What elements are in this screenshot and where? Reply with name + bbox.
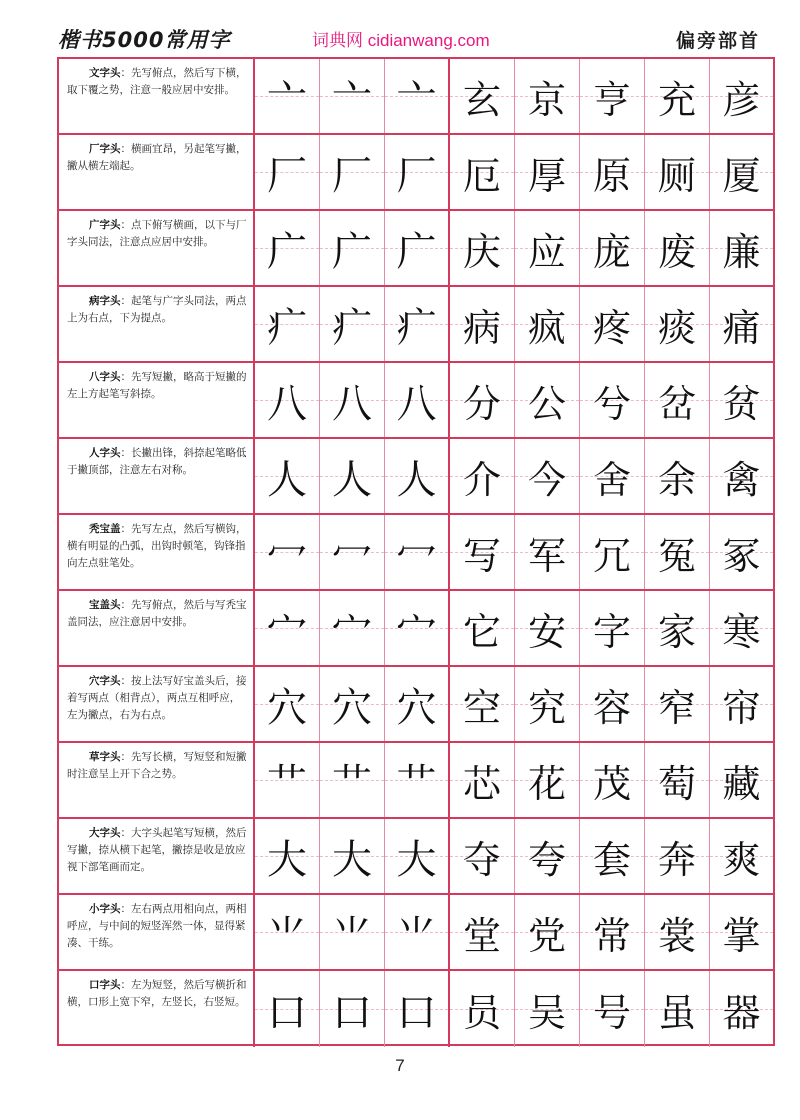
radical-practice-cell <box>255 743 320 817</box>
radical-name-colon: ： <box>120 523 131 535</box>
example-character-cell <box>580 363 645 437</box>
practice-grid <box>57 57 775 1046</box>
example-character-cell <box>580 819 645 893</box>
example-character-cell <box>645 59 710 133</box>
example-glyph: 厕 <box>657 153 696 198</box>
radical-description <box>59 135 255 209</box>
radical-practice-cell <box>255 591 320 665</box>
example-character-cell <box>450 363 515 437</box>
radical-row <box>59 135 773 211</box>
example-glyph: 庆 <box>462 229 501 274</box>
example-glyph: 吴 <box>527 990 566 1035</box>
radical-practice-cell <box>255 895 320 969</box>
radical-practice-cell <box>385 515 450 589</box>
example-glyph: 疯 <box>527 305 566 350</box>
example-glyph: 常 <box>592 913 631 958</box>
radical-glyph: 艹 <box>267 760 307 807</box>
example-character-cell <box>580 591 645 665</box>
radical-name: 秃宝盖 <box>89 523 121 535</box>
example-glyph: 痛 <box>722 305 761 350</box>
example-character-cell <box>450 743 515 817</box>
radical-practice-cell <box>255 211 320 285</box>
radical-glyph: 穴 <box>267 684 307 731</box>
example-glyph: 废 <box>657 229 696 274</box>
radical-practice-cell <box>385 971 450 1047</box>
example-character-cell <box>515 287 580 361</box>
radical-name: 人字头 <box>89 447 121 459</box>
example-character-cell <box>580 287 645 361</box>
example-character-cell <box>645 895 710 969</box>
example-character-cell <box>645 211 710 285</box>
radical-glyph: ⺌ <box>396 912 437 959</box>
example-character-cell <box>450 971 515 1047</box>
example-character-cell <box>515 743 580 817</box>
radical-name: 宝盖头 <box>89 599 121 611</box>
radical-glyph: ⺌ <box>332 912 372 959</box>
radical-instructions: 先写左点，然后写横钩，横有明显的凸弧，出钩时顿笔，钩锋指向左点驻笔处。 <box>67 523 247 569</box>
example-character-cell <box>450 591 515 665</box>
example-glyph: 空 <box>462 685 501 730</box>
example-character-cell <box>515 819 580 893</box>
radical-row <box>59 211 773 287</box>
example-glyph: 厚 <box>527 153 566 198</box>
example-glyph: 应 <box>527 229 566 274</box>
radical-glyph: 穴 <box>332 684 372 731</box>
example-character-cell <box>710 363 773 437</box>
example-character-cell <box>645 135 710 209</box>
example-character-cell <box>515 895 580 969</box>
example-glyph: 究 <box>527 685 566 730</box>
radical-glyph: ⺌ <box>267 912 307 959</box>
radical-practice-cell <box>320 743 385 817</box>
example-glyph: 玄 <box>462 77 501 122</box>
page-number: 7 <box>395 1056 405 1075</box>
example-glyph: 原 <box>592 153 631 198</box>
radical-row <box>59 895 773 971</box>
radical-practice-cell <box>320 439 385 513</box>
example-glyph: 舍 <box>592 457 631 502</box>
radical-description <box>59 59 255 133</box>
radical-glyph: 疒 <box>396 304 437 351</box>
radical-instructions: 点下俯写横画，以下与厂字头同法，注意点应居中安排。 <box>67 219 247 248</box>
radical-practice-cell <box>320 819 385 893</box>
radical-glyph: 口 <box>396 989 437 1036</box>
example-character-cell <box>645 819 710 893</box>
radical-glyph: 艹 <box>332 760 372 807</box>
radical-practice-cell <box>255 135 320 209</box>
radical-row <box>59 515 773 591</box>
example-glyph: 充 <box>657 77 696 122</box>
radical-description <box>59 971 255 1047</box>
example-glyph: 党 <box>527 913 566 958</box>
example-character-cell <box>450 515 515 589</box>
example-glyph: 安 <box>527 609 566 654</box>
radical-glyph: 人 <box>267 456 307 503</box>
radical-instructions: 先写短撇，略高于短撇的左上方起笔写斜捺。 <box>67 371 247 400</box>
radical-practice-cell <box>320 515 385 589</box>
radical-glyph: 八 <box>332 380 372 427</box>
example-character-cell <box>450 59 515 133</box>
example-glyph: 亨 <box>592 77 631 122</box>
example-character-cell <box>710 743 773 817</box>
example-glyph: 套 <box>592 837 631 882</box>
example-glyph: 廉 <box>722 229 761 274</box>
radical-row <box>59 743 773 819</box>
radical-practice-cell <box>320 895 385 969</box>
example-glyph: 茂 <box>592 761 631 806</box>
radical-glyph: 厂 <box>396 152 437 199</box>
page-header <box>0 0 800 56</box>
example-character-cell <box>450 819 515 893</box>
example-character-cell <box>450 439 515 513</box>
example-character-cell <box>515 971 580 1047</box>
radical-practice-cell <box>320 971 385 1047</box>
radical-name: 大字头 <box>89 827 121 839</box>
radical-row <box>59 363 773 439</box>
radical-row <box>59 439 773 515</box>
example-character-cell <box>645 363 710 437</box>
radical-glyph: 口 <box>332 989 372 1036</box>
example-glyph: 掌 <box>722 913 761 958</box>
example-character-cell <box>580 971 645 1047</box>
example-character-cell <box>580 667 645 741</box>
radical-row <box>59 819 773 895</box>
example-glyph: 芯 <box>462 761 501 806</box>
radical-description <box>59 439 255 513</box>
example-character-cell <box>580 211 645 285</box>
radical-instructions: 先写俯点，然后与写秃宝盖同法，应注意居中安排。 <box>67 599 247 628</box>
radical-practice-cell <box>320 287 385 361</box>
radical-glyph: 亠 <box>396 76 437 123</box>
example-glyph: 公 <box>527 381 566 426</box>
radical-practice-cell <box>385 135 450 209</box>
example-character-cell <box>515 591 580 665</box>
radical-practice-cell <box>320 591 385 665</box>
example-glyph: 厦 <box>722 153 761 198</box>
radical-description <box>59 287 255 361</box>
radical-description <box>59 743 255 817</box>
radical-glyph: 宀 <box>396 608 437 655</box>
radical-row <box>59 287 773 363</box>
radical-name: 小字头 <box>89 903 121 915</box>
example-glyph: 京 <box>527 77 566 122</box>
example-character-cell <box>580 439 645 513</box>
radical-glyph: 亠 <box>332 76 372 123</box>
radical-row <box>59 591 773 667</box>
radical-practice-cell <box>255 59 320 133</box>
radical-glyph: 广 <box>267 228 307 275</box>
example-glyph: 夺 <box>462 837 501 882</box>
example-character-cell <box>580 743 645 817</box>
radical-practice-cell <box>385 363 450 437</box>
example-glyph: 病 <box>462 305 501 350</box>
radical-practice-cell <box>255 667 320 741</box>
example-glyph: 员 <box>462 990 501 1035</box>
example-character-cell <box>710 515 773 589</box>
example-character-cell <box>710 59 773 133</box>
radical-glyph: 宀 <box>332 608 372 655</box>
example-character-cell <box>710 895 773 969</box>
example-glyph: 岔 <box>657 381 696 426</box>
radical-practice-cell <box>385 59 450 133</box>
radical-description <box>59 211 255 285</box>
radical-name: 广字头 <box>89 219 121 231</box>
radical-name-colon: ： <box>120 599 131 611</box>
radical-glyph: 冖 <box>396 532 437 579</box>
radical-practice-cell <box>320 211 385 285</box>
example-glyph: 疼 <box>592 305 631 350</box>
example-glyph: 贫 <box>722 381 761 426</box>
radical-practice-cell <box>255 971 320 1047</box>
example-glyph: 余 <box>657 457 696 502</box>
radical-name-colon: ： <box>120 979 131 991</box>
radical-instructions: 左右两点用相向点，两相呼应，与中间的短竖浑然一体，显得紧凑、干练。 <box>67 903 247 949</box>
radical-instructions: 大字头起笔写短横，然后写撇，捺从横下起笔，撇捺是收是放应视下部笔画而定。 <box>67 827 247 873</box>
radical-glyph: 亠 <box>267 76 307 123</box>
radical-name: 病字头 <box>89 295 121 307</box>
example-glyph: 帘 <box>722 685 761 730</box>
radical-instructions: 左为短竖，然后写横折和横，口形上宽下窄，左竖长，右竖短。 <box>67 979 247 1008</box>
radical-glyph: 人 <box>332 456 372 503</box>
section-title: 偏旁部首 <box>675 30 760 52</box>
radical-description <box>59 667 255 741</box>
example-glyph: 窄 <box>657 685 696 730</box>
example-glyph: 兮 <box>592 381 631 426</box>
example-glyph: 字 <box>592 609 631 654</box>
example-character-cell <box>580 895 645 969</box>
radical-glyph: 广 <box>396 228 437 275</box>
radical-glyph: 疒 <box>267 304 307 351</box>
example-glyph: 分 <box>462 381 501 426</box>
example-glyph: 器 <box>722 990 761 1035</box>
radical-glyph: 大 <box>332 836 372 883</box>
radical-name-colon: ： <box>120 219 131 231</box>
example-character-cell <box>515 515 580 589</box>
radical-description <box>59 363 255 437</box>
example-character-cell <box>450 287 515 361</box>
example-glyph: 奔 <box>657 837 696 882</box>
example-character-cell <box>710 667 773 741</box>
example-glyph: 彦 <box>722 77 761 122</box>
example-character-cell <box>580 59 645 133</box>
radical-glyph: 艹 <box>396 760 437 807</box>
example-glyph: 冗 <box>592 533 631 578</box>
radical-name: 厂字头 <box>89 143 121 155</box>
example-glyph: 痰 <box>657 305 696 350</box>
example-character-cell <box>580 135 645 209</box>
example-character-cell <box>645 591 710 665</box>
radical-practice-cell <box>255 819 320 893</box>
example-glyph: 冤 <box>657 533 696 578</box>
radical-instructions: 长撇出锋，斜捺起笔略低于撇顶部，注意左右对称。 <box>67 447 247 476</box>
example-character-cell <box>580 515 645 589</box>
radical-description <box>59 591 255 665</box>
example-glyph: 夸 <box>527 837 566 882</box>
example-glyph: 军 <box>527 533 566 578</box>
example-glyph: 禽 <box>722 457 761 502</box>
example-glyph: 今 <box>527 457 566 502</box>
radical-glyph: 冖 <box>332 532 372 579</box>
example-character-cell <box>710 439 773 513</box>
radical-description <box>59 515 255 589</box>
radical-instructions: 横画宜昂，另起笔写撇，撇从横左端起。 <box>67 143 247 172</box>
example-glyph: 容 <box>592 685 631 730</box>
example-character-cell <box>710 591 773 665</box>
radical-glyph: 冖 <box>267 532 307 579</box>
radical-name: 八字头 <box>89 371 121 383</box>
radical-name-colon: ： <box>120 371 131 383</box>
radical-name-colon: ： <box>120 751 131 763</box>
example-glyph: 裳 <box>657 913 696 958</box>
example-character-cell <box>450 135 515 209</box>
radical-practice-cell <box>320 667 385 741</box>
radical-name: 口字头 <box>89 979 121 991</box>
radical-glyph: 厂 <box>332 152 372 199</box>
example-glyph: 号 <box>592 990 631 1035</box>
example-glyph: 爽 <box>722 837 761 882</box>
radical-practice-cell <box>385 439 450 513</box>
radical-glyph: 穴 <box>396 684 437 731</box>
example-character-cell <box>645 439 710 513</box>
example-character-cell <box>515 59 580 133</box>
example-glyph: 花 <box>527 761 566 806</box>
example-character-cell <box>450 895 515 969</box>
radical-glyph: 宀 <box>267 608 307 655</box>
radical-practice-cell <box>255 287 320 361</box>
example-glyph: 厄 <box>462 153 501 198</box>
radical-glyph: 广 <box>332 228 372 275</box>
book-title: 楷书5000常用字 <box>58 28 231 52</box>
radical-instructions: 按上法写好宝盖头后，接着写两点（相背点），两点互相呼应，左为撇点，右为右点。 <box>67 675 247 721</box>
radical-name-colon: ： <box>120 67 131 79</box>
radical-glyph: 疒 <box>332 304 372 351</box>
radical-practice-cell <box>385 819 450 893</box>
example-glyph: 藏 <box>722 761 761 806</box>
radical-glyph: 口 <box>267 989 307 1036</box>
radical-practice-cell <box>385 667 450 741</box>
example-character-cell <box>515 211 580 285</box>
radical-name: 文字头 <box>89 67 121 79</box>
example-glyph: 冢 <box>722 533 761 578</box>
site-title: 词典网 cidianwang.com <box>312 31 490 50</box>
example-character-cell <box>710 971 773 1047</box>
example-glyph: 介 <box>462 457 501 502</box>
radical-glyph: 大 <box>396 836 437 883</box>
radical-practice-cell <box>385 895 450 969</box>
example-glyph: 堂 <box>462 913 501 958</box>
example-character-cell <box>515 439 580 513</box>
example-character-cell <box>710 287 773 361</box>
example-character-cell <box>450 667 515 741</box>
radical-glyph: 八 <box>396 380 437 427</box>
radical-row <box>59 59 773 135</box>
example-glyph: 虽 <box>657 990 696 1035</box>
radical-practice-cell <box>385 287 450 361</box>
radical-practice-cell <box>385 211 450 285</box>
radical-glyph: 八 <box>267 380 307 427</box>
example-glyph: 家 <box>657 609 696 654</box>
radical-description <box>59 819 255 893</box>
radical-name: 草字头 <box>89 751 121 763</box>
example-character-cell <box>645 743 710 817</box>
example-glyph: 写 <box>462 533 501 578</box>
radical-practice-cell <box>385 743 450 817</box>
example-character-cell <box>710 819 773 893</box>
radical-instructions: 先写长横，写短竖和短撇时注意呈上开下合之势。 <box>67 751 247 780</box>
example-character-cell <box>515 363 580 437</box>
radical-practice-cell <box>255 439 320 513</box>
radical-name-colon: ： <box>120 903 131 915</box>
radical-practice-cell <box>320 363 385 437</box>
example-character-cell <box>645 287 710 361</box>
example-glyph: 它 <box>462 609 501 654</box>
radical-glyph: 人 <box>396 456 437 503</box>
radical-practice-cell <box>385 591 450 665</box>
radical-row <box>59 667 773 743</box>
example-glyph: 寒 <box>722 609 761 654</box>
example-character-cell <box>645 515 710 589</box>
radical-glyph: 厂 <box>267 152 307 199</box>
radical-name-colon: ： <box>120 295 131 307</box>
radical-practice-cell <box>320 135 385 209</box>
radical-description <box>59 895 255 969</box>
radical-practice-cell <box>320 59 385 133</box>
radical-name-colon: ： <box>120 675 131 687</box>
example-character-cell <box>645 971 710 1047</box>
radical-name-colon: ： <box>120 827 131 839</box>
radical-name-colon: ： <box>120 143 131 155</box>
radical-name-colon: ： <box>120 447 131 459</box>
example-character-cell <box>515 135 580 209</box>
example-character-cell <box>710 135 773 209</box>
radical-instructions: 先写俯点，然后写下横，取下覆之势，注意一般应居中安排。 <box>67 67 247 96</box>
radical-practice-cell <box>255 363 320 437</box>
example-character-cell <box>450 211 515 285</box>
example-glyph: 庞 <box>592 229 631 274</box>
radical-name: 穴字头 <box>89 675 121 687</box>
example-character-cell <box>645 667 710 741</box>
radical-instructions: 起笔与广字头同法，两点上为右点，下为提点。 <box>67 295 247 324</box>
example-glyph: 萄 <box>657 761 696 806</box>
radical-practice-cell <box>255 515 320 589</box>
radical-glyph: 大 <box>267 836 307 883</box>
example-character-cell <box>515 667 580 741</box>
radical-row <box>59 971 773 1047</box>
example-character-cell <box>710 211 773 285</box>
